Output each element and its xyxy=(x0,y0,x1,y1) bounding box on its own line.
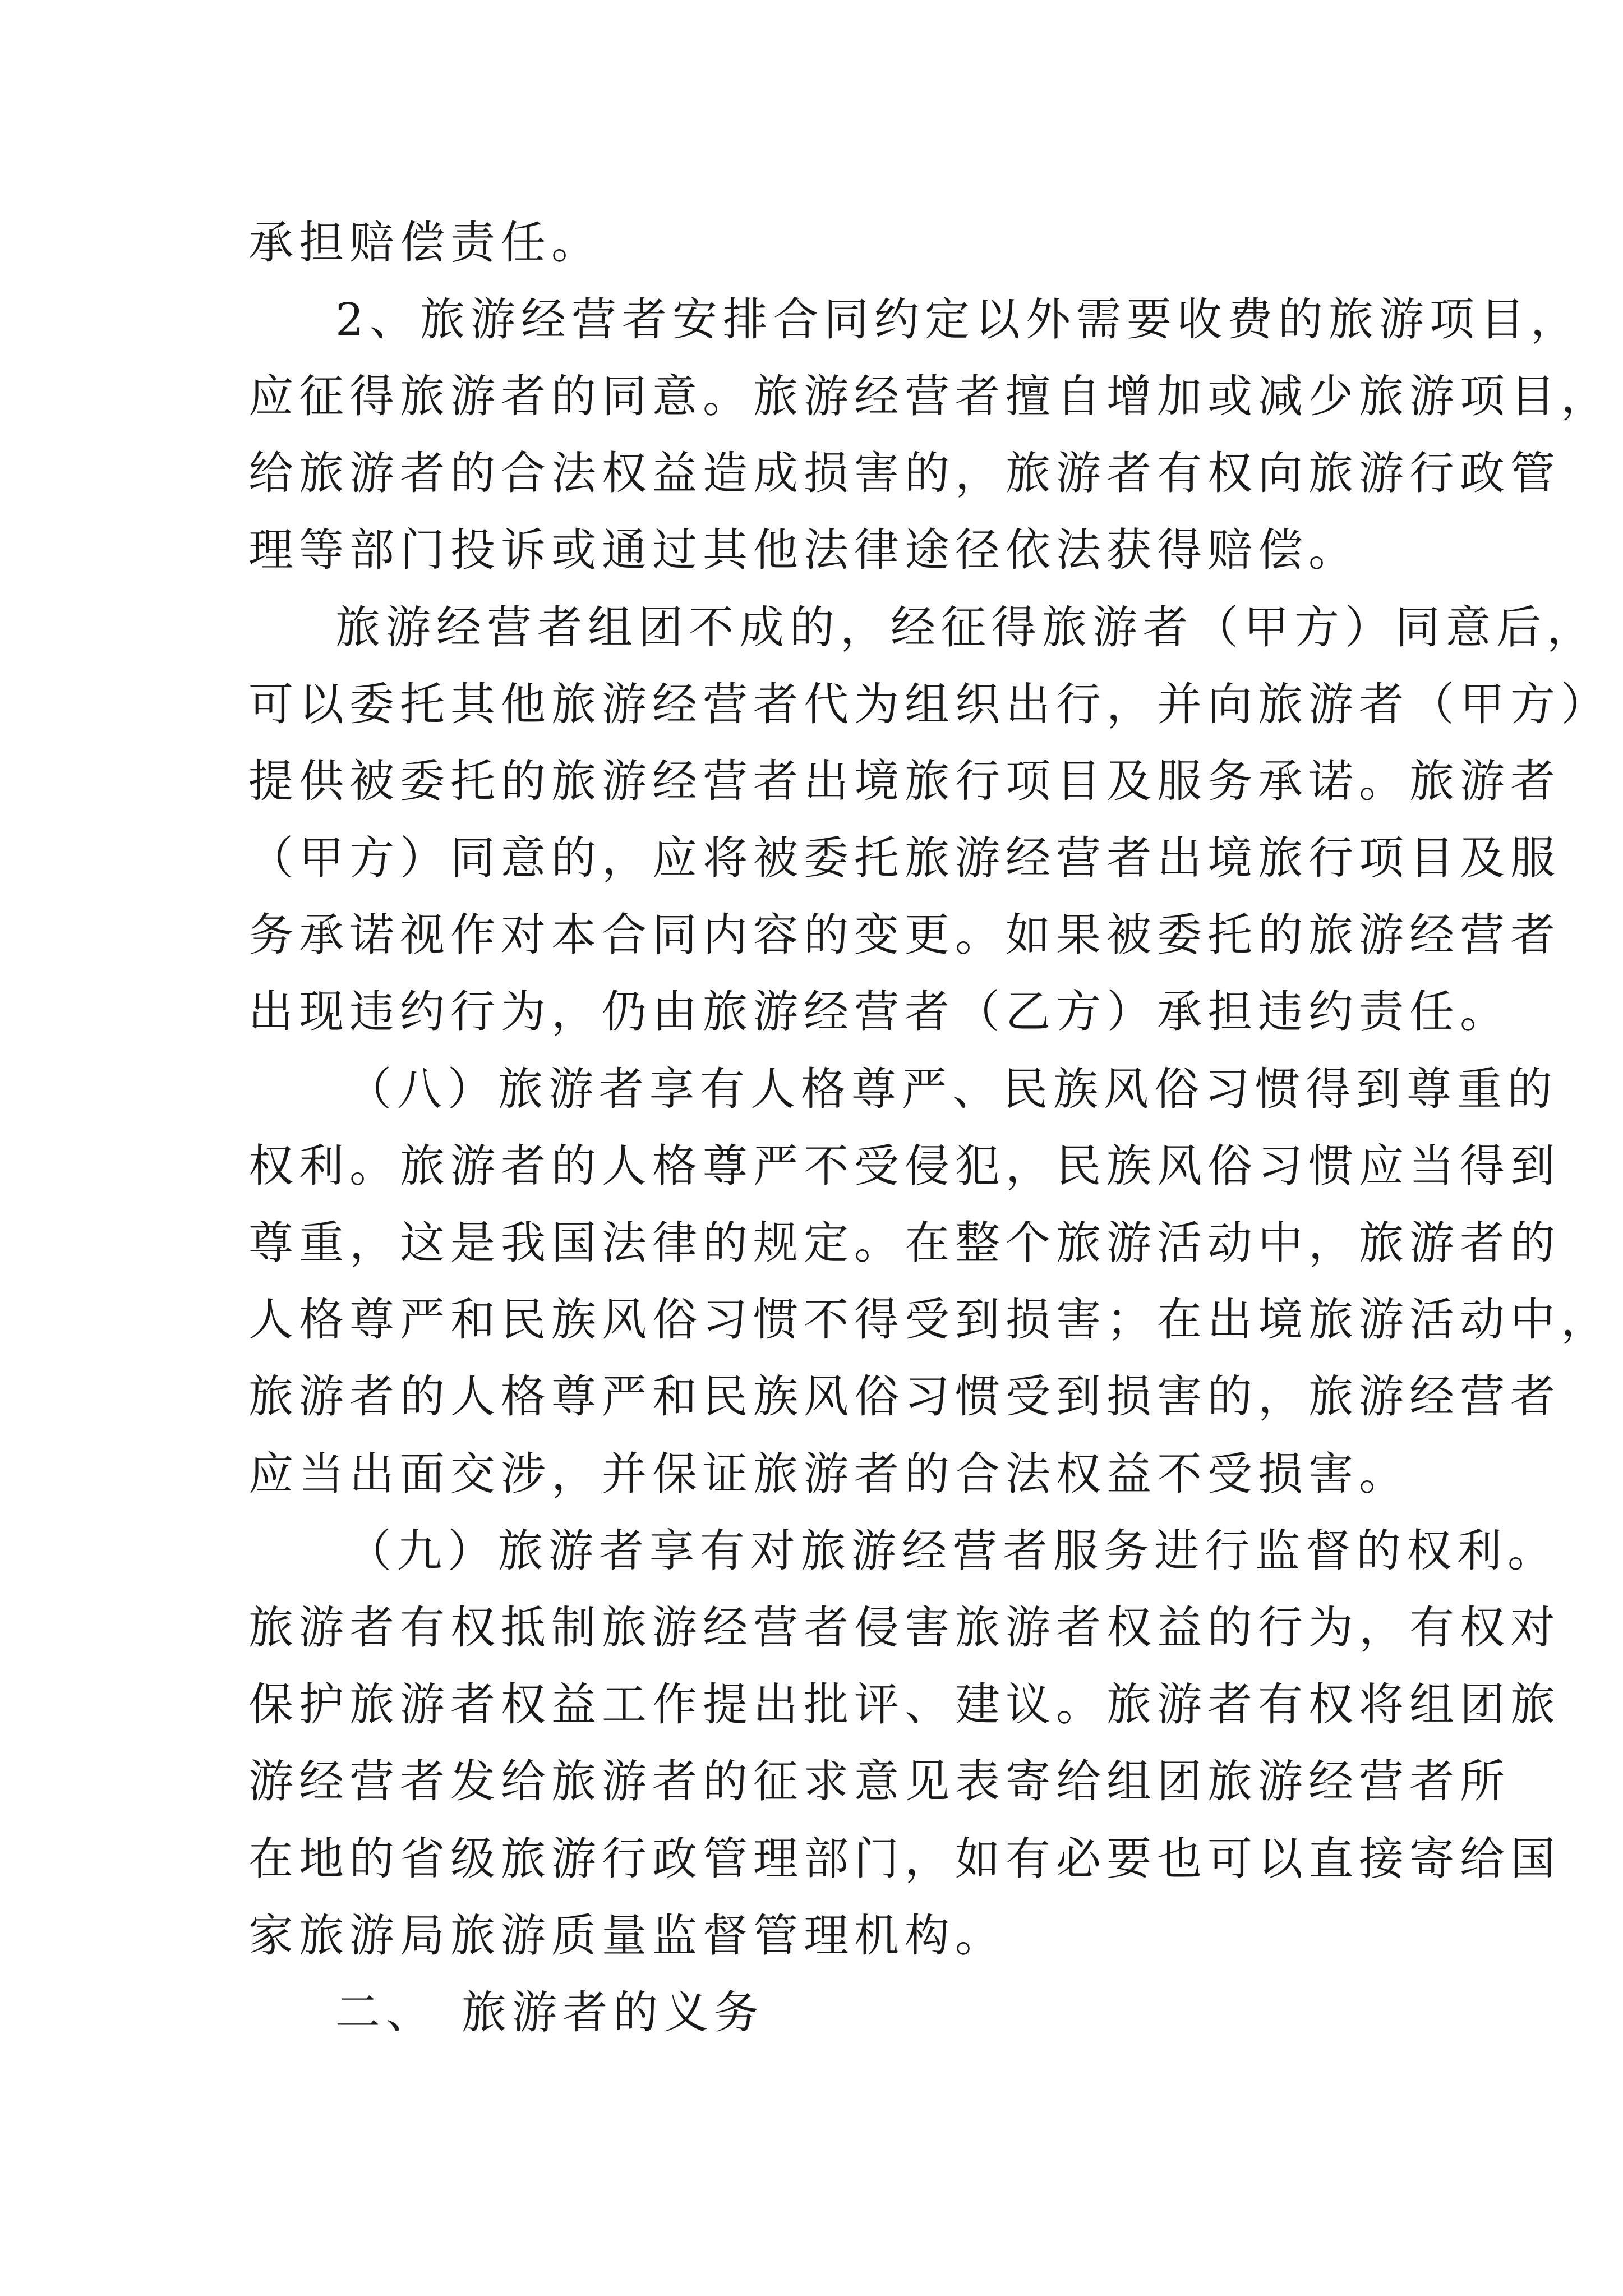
text-line: （九）旅游者享有对旅游经营者服务进行监督的权利。 xyxy=(347,1525,1558,1577)
text-line: 承担赔偿责任。 xyxy=(248,217,602,269)
text-line: 出现违约行为，仍由旅游经营者（乙方）承担违约责任。 xyxy=(248,986,1510,1038)
text-line: 2、旅游经营者安排合同约定以外需要收费的旅游项目， xyxy=(335,293,1581,346)
text-line: 务承诺视作对本合同内容的变更。如果被委托的旅游经营者 xyxy=(248,909,1561,961)
text-line: 人格尊严和民族风俗习惯不得受到损害；在出境旅游活动中， xyxy=(248,1294,1611,1346)
text-line: 可以委托其他旅游经营者代为组织出行，并向旅游者（甲方） xyxy=(248,678,1611,730)
text-line: 提供被委托的旅游经营者出境旅行项目及服务承诺。旅游者 xyxy=(248,755,1561,807)
text-line: 尊重，这是我国法律的规定。在整个旅游活动中，旅游者的 xyxy=(248,1217,1561,1269)
section-title: 旅游者的义务 xyxy=(462,1986,764,2039)
text-line: （甲方）同意的，应将被委托旅游经营者出境旅行项目及服 xyxy=(248,832,1561,884)
text-line: 在地的省级旅游行政管理部门，如有必要也可以直接寄给国 xyxy=(248,1833,1561,1885)
text-line: 权利。旅游者的人格尊严不受侵犯，民族风俗习惯应当得到 xyxy=(248,1140,1561,1192)
text-line: 应征得旅游者的同意。旅游经营者擅自增加或减少旅游项目， xyxy=(248,370,1611,422)
section-number: 二、 xyxy=(335,1986,436,2039)
text-line: 游经营者发给旅游者的征求意见表寄给组团旅游经营者所 xyxy=(248,1755,1510,1807)
text-line: 应当出面交涉，并保证旅游者的合法权益不受损害。 xyxy=(248,1448,1409,1500)
text-line: （八）旅游者享有人格尊严、民族风俗习惯得到尊重的 xyxy=(347,1063,1558,1115)
text-line: 旅游者的人格尊严和民族风俗习惯受到损害的，旅游经营者 xyxy=(248,1370,1561,1423)
text-line: 给旅游者的合法权益造成损害的，旅游者有权向旅游行政管 xyxy=(248,447,1561,499)
text-line: 旅游者有权抵制旅游经营者侵害旅游者权益的行为，有权对 xyxy=(248,1602,1561,1654)
text-line: 家旅游局旅游质量监督管理机构。 xyxy=(248,1910,1006,1962)
section-heading xyxy=(335,1985,764,2041)
text-line: 旅游经营者组团不成的，经征得旅游者（甲方）同意后， xyxy=(335,601,1597,654)
text-line: 理等部门投诉或通过其他法律途径依法获得赔偿。 xyxy=(248,524,1359,576)
text-line: 保护旅游者权益工作提出批评、建议。旅游者有权将组团旅 xyxy=(248,1678,1561,1731)
